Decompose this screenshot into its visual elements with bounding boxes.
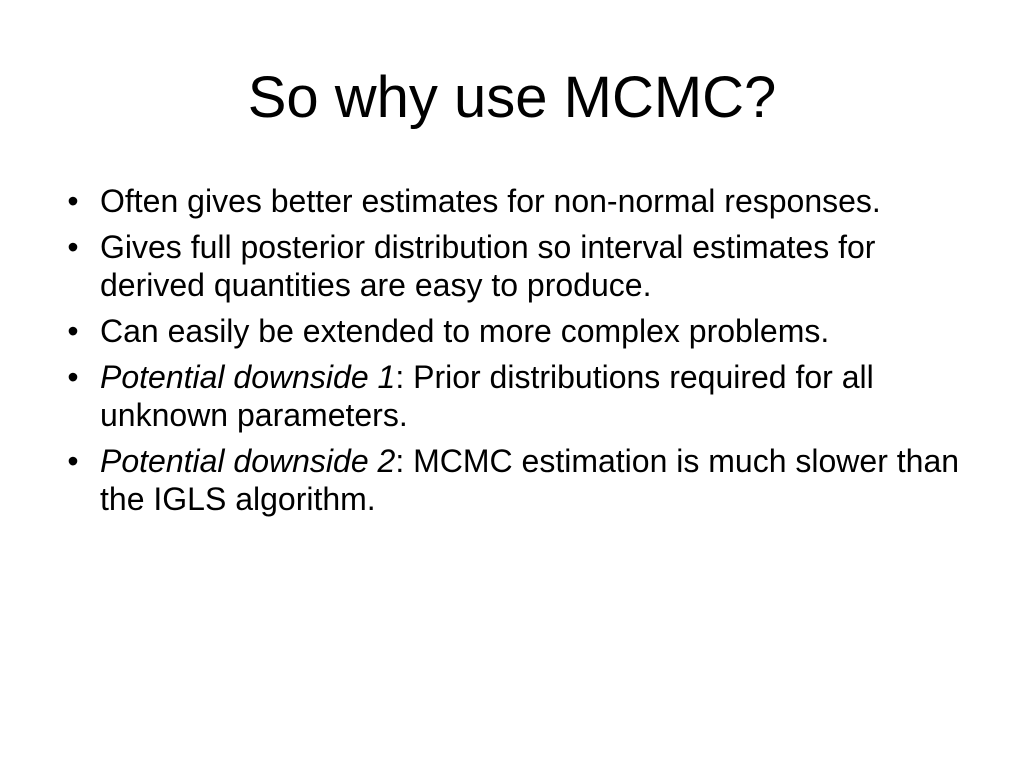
bullet-dot-icon: • <box>67 183 79 219</box>
bullet-dot-icon: • <box>67 359 79 395</box>
bullet-item <box>58 358 978 434</box>
bullet-text: Can easily be extended to more complex problems. <box>100 313 830 349</box>
bullet-text: Often gives better estimates for non-normal responses. <box>100 183 881 219</box>
bullet-item <box>58 228 978 304</box>
bullet-item <box>58 312 978 350</box>
bullet-emphasis: Potential downside 1 <box>100 359 396 395</box>
bullet-emphasis: Potential downside 2 <box>100 443 396 479</box>
bullet-dot-icon: • <box>67 313 79 349</box>
bullet-text: : Prior distributions required for all unknown parameters. <box>100 359 874 433</box>
slide-title: So why use MCMC? <box>247 65 777 130</box>
bullet-item <box>58 182 978 220</box>
bullet-dot-icon: • <box>67 443 79 479</box>
bullet-list <box>58 182 978 526</box>
bullet-item <box>58 442 978 518</box>
bullet-dot-icon: • <box>67 229 79 265</box>
bullet-text: Gives full posterior distribution so interval estimates for derived quantities are easy to produce. <box>100 229 876 303</box>
bullet-text: : MCMC estimation is much slower than the IGLS algorithm. <box>100 443 960 517</box>
